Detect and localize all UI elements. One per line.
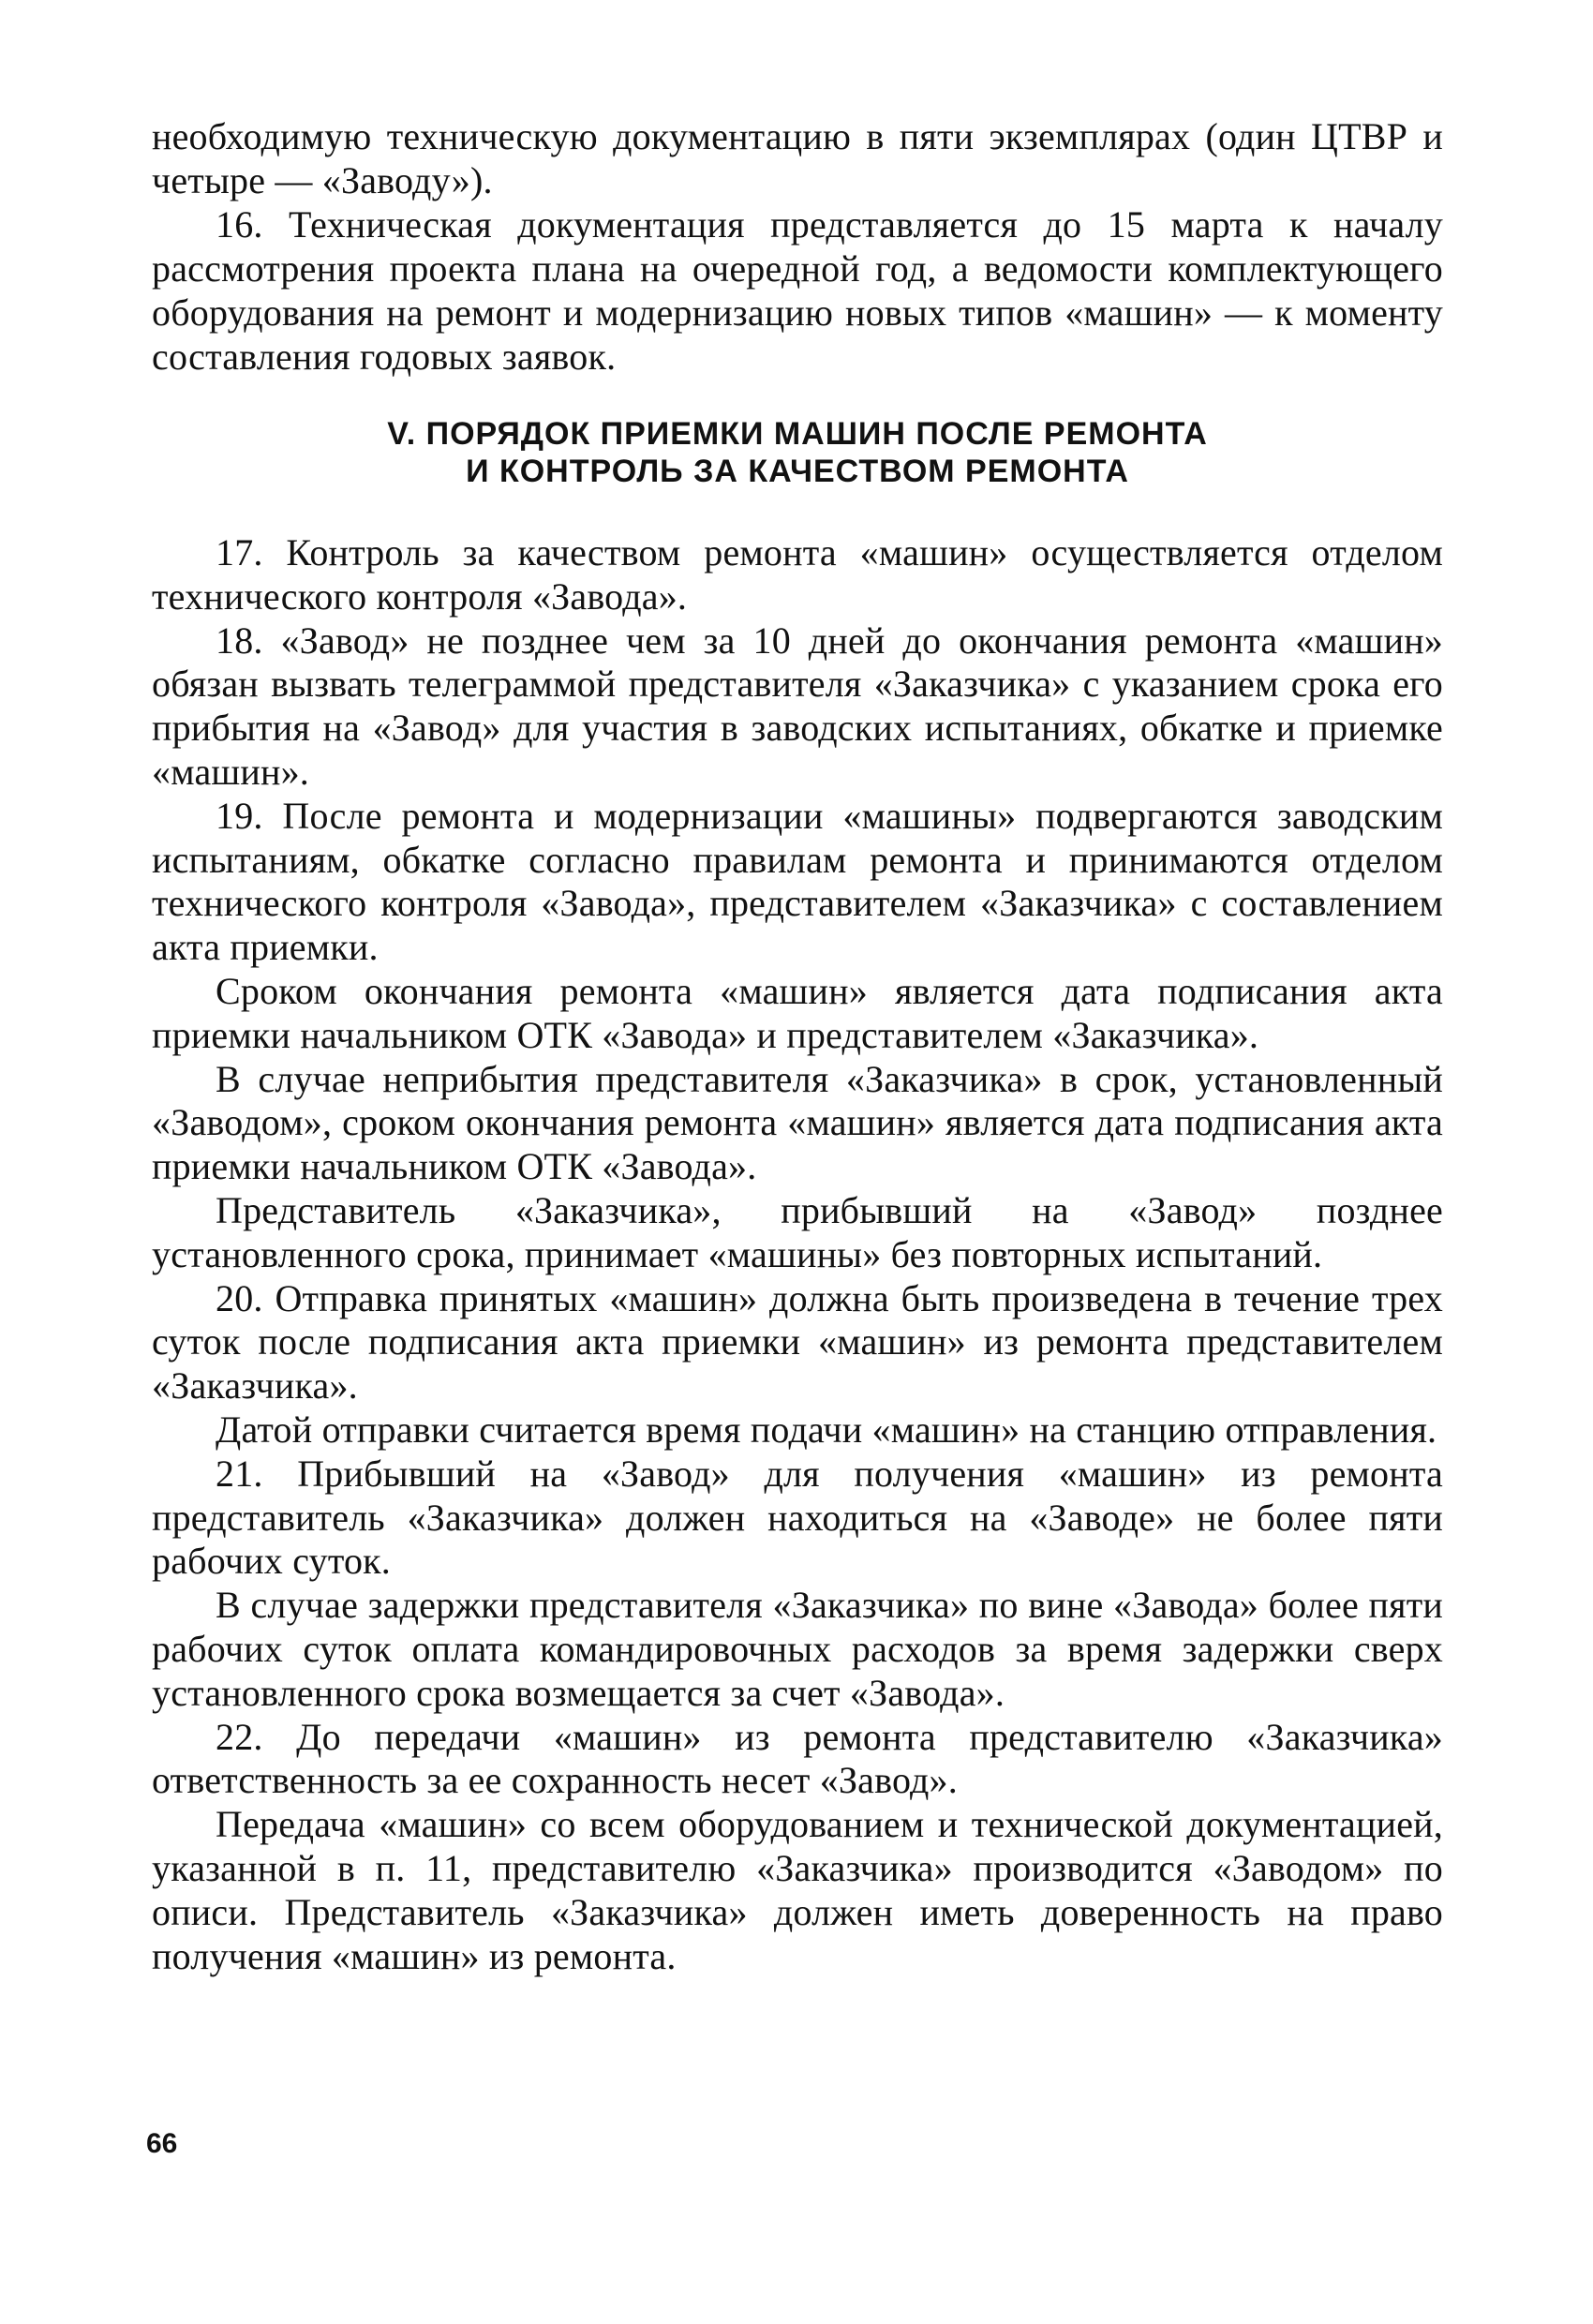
paragraph-19-late-arrival: Представитель «Заказчика», прибывший на «Завод» позднее установленного срока, принимает «машины» без повторных испытаний. [152, 1188, 1443, 1275]
main-text-block [152, 531, 1443, 1978]
section-heading [152, 415, 1443, 490]
paragraph-19-absence: В случае неприбытия представителя «Заказчика» в срок, установленный «Заводом», сроком окончания ремонта «машин» является дата подписания акта приемки начальником ОТК «Завода». [152, 1057, 1443, 1188]
paragraph-20: 20. Отправка принятых «машин» должна быть произведена в течение трех суток после подписания акта приемки «машин» из ремонта представителем «Заказчика». [152, 1276, 1443, 1408]
section-heading-line-1: V. ПОРЯДОК ПРИЕМКИ МАШИН ПОСЛЕ РЕМОНТА [387, 416, 1208, 452]
paragraph-16: 16. Техническая документация представляется до 15 марта к началу рассмотрения проекта плана на очередной год, а ведомости комплектующего оборудования на ремонт и модернизацию новых типов «машин» — к моменту составления годовых заявок. [152, 203, 1443, 378]
paragraph-19: 19. После ремонта и модернизации «машины» подвергаются заводским испытаниям, обкатке согласно правилам ремонта и принимаются отделом технического контроля «Завода», представителем «Заказчика» с составлением акта приемки. [152, 794, 1443, 969]
paragraph-20-dispatch-date: Датой отправки считается время подачи «машин» на станцию отправления. [216, 1408, 1437, 1451]
paragraph-continuation: необходимую техническую документацию в пяти экземплярах (один ЦТВР и четыре — «Заводу»). [152, 115, 1443, 201]
paragraph-22-transfer: Передача «машин» со всем оборудованием и технической документацией, указанной в п. 11, представителю «Заказчика» производится «Заводом» по описи. Представитель «Заказчика» должен иметь доверенность на право получения «машин» из ремонта. [152, 1803, 1443, 1977]
paragraph-19-term: Сроком окончания ремонта «машин» является дата подписания акта приемки начальником ОТК «Завода» и представителем «Заказчика». [152, 969, 1443, 1056]
paragraph-21: 21. Прибывший на «Завод» для получения «машин» из ремонта представитель «Заказчика» должен находиться на «Заводе» не более пяти рабочих суток. [152, 1452, 1443, 1583]
top-text-block [152, 114, 1443, 379]
paragraph-17: 17. Контроль за качеством ремонта «машин» осуществляется отделом технического контроля «Завода». [152, 531, 1443, 618]
page-number: 66 [146, 2128, 178, 2159]
paragraph-22: 22. До передачи «машин» из ремонта представителю «Заказчика» ответственность за ее сохранность несет «Завод». [152, 1715, 1443, 1802]
paragraph-18: 18. «Завод» не позднее чем за 10 дней до окончания ремонта «машин» обязан вызвать телеграммой представителя «Заказчика» с указанием срока его прибытия на «Завод» для участия в заводских испытаниях, обкатке и приемке «машин». [152, 618, 1443, 793]
paragraph-21-delay: В случае задержки представителя «Заказчика» по вине «Завода» более пяти рабочих суток оплата командировочных расходов за время задержки сверх установленного срока возмещается за счет «Завода». [152, 1584, 1443, 1714]
section-heading-line-2: И КОНТРОЛЬ ЗА КАЧЕСТВОМ РЕМОНТА [466, 454, 1129, 489]
